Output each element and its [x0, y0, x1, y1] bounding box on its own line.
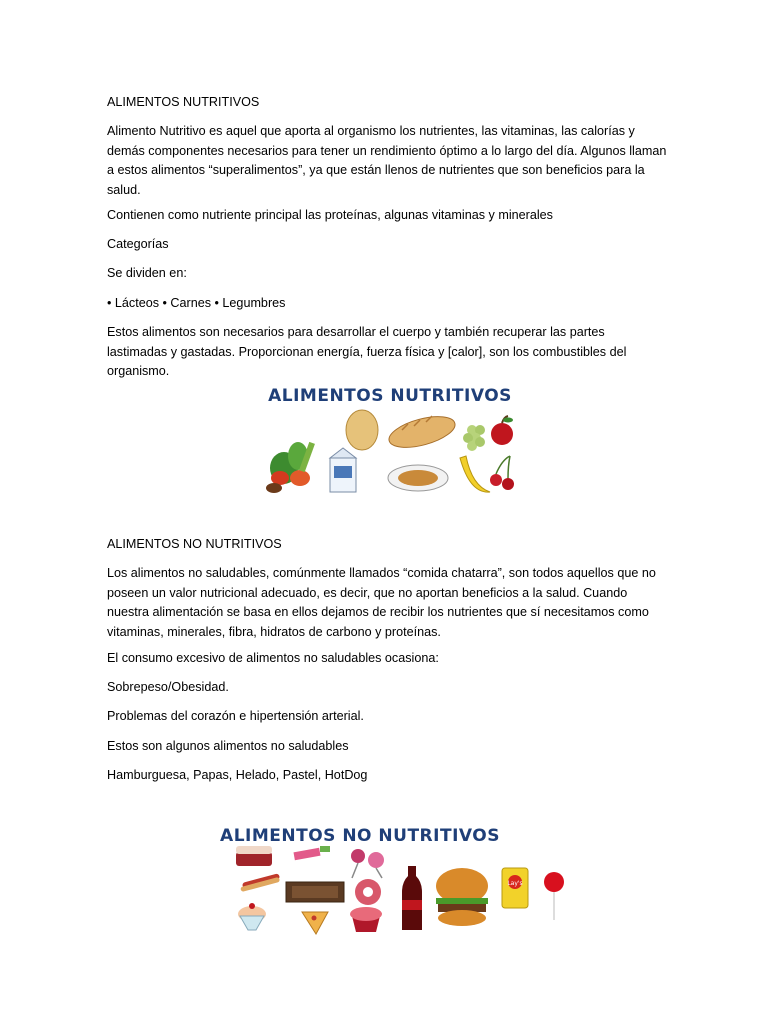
section-heading-nutritivos: ALIMENTOS NUTRITIVOS — [107, 95, 260, 109]
paragraph-lista-chatarra: Hamburguesa, Papas, Helado, Pastel, HotDog — [107, 768, 368, 782]
cherries-icon — [490, 456, 514, 490]
cake-icon — [236, 846, 272, 866]
banana-icon — [460, 456, 490, 492]
lollipops-icon — [351, 849, 384, 878]
section-heading-no-nutritivos: ALIMENTOS NO NUTRITIVOS — [107, 537, 282, 551]
cola-bottle-icon — [402, 866, 422, 930]
lollipop-icon — [544, 872, 564, 920]
muffin-icon — [350, 907, 382, 932]
chips-bag-icon — [502, 868, 528, 908]
paragraph-algunos-alimentos: Estos son algunos alimentos no saludables — [107, 739, 349, 753]
paragraph-categorias: Categorías — [107, 237, 169, 251]
chocolate-icon — [286, 882, 344, 902]
paragraph-definicion: Alimento Nutritivo es aquel que aporta al organismo los nutrientes, las vitaminas, las calorías y demás componentes necesarios para tener un rendimiento óptimo a lo largo del día. Algunos llaman a estos alimentos “superalimentos”, ya que están llenos de nutrientes que son beneficios para la salud. — [107, 124, 667, 197]
candy-icon — [294, 846, 330, 860]
paragraph-consumo-excesivo: El consumo excesivo de alimentos no saludables ocasiona: — [107, 651, 439, 665]
hotdog-icon — [240, 873, 280, 892]
ice-cream-icon — [238, 903, 266, 930]
vegetables-icon — [266, 442, 315, 493]
plate-icon — [388, 465, 448, 491]
egg-icon — [346, 410, 378, 450]
paragraph-se-dividen: Se dividen en: — [107, 266, 187, 280]
paragraph-necesarios: Estos alimentos son necesarios para desarrollar el cuerpo y también recuperar las partes lastimadas y gastadas. Proporcionan energía, fuerza física y [calor], son los combustibles del organismo. — [107, 325, 627, 378]
paragraph-nutrientes: Contienen como nutriente principal las proteínas, algunas vitaminas y minerales — [107, 208, 553, 222]
chips-brand-label: Lay's — [507, 880, 523, 887]
image-title: ALIMENTOS NUTRITIVOS — [268, 386, 512, 406]
paragraph-problemas: Problemas del corazón e hipertensión arterial. — [107, 709, 364, 723]
bread-icon — [386, 411, 458, 454]
paragraph-sobrepeso: Sobrepeso/Obesidad. — [107, 680, 229, 694]
junk-foods-image — [220, 820, 570, 940]
pizza-icon — [302, 912, 328, 934]
paragraph-comida-chatarra: Los alimentos no saludables, comúnmente llamados “comida chatarra”, son todos aquellos que no poseen un valor nutricional adecuado, es decir, que no aportan beneficios a la salud. Cuando nuestra alimentación se basa en ellos dejamos de recibir los nutrientes que sí necesitamos como vitaminas, minerales, fibra, hidratos de carbono y proteínas. — [107, 566, 656, 639]
nutritious-foods-image — [262, 380, 518, 504]
apple-icon — [491, 416, 513, 445]
grapes-icon — [463, 425, 485, 451]
hamburger-icon — [436, 868, 488, 926]
paragraph-lista-categorias: • Lácteos • Carnes • Legumbres — [107, 296, 286, 310]
image-title: ALIMENTOS NO NUTRITIVOS — [220, 826, 500, 846]
milk-carton-icon — [330, 448, 356, 492]
donut-icon — [355, 879, 381, 905]
